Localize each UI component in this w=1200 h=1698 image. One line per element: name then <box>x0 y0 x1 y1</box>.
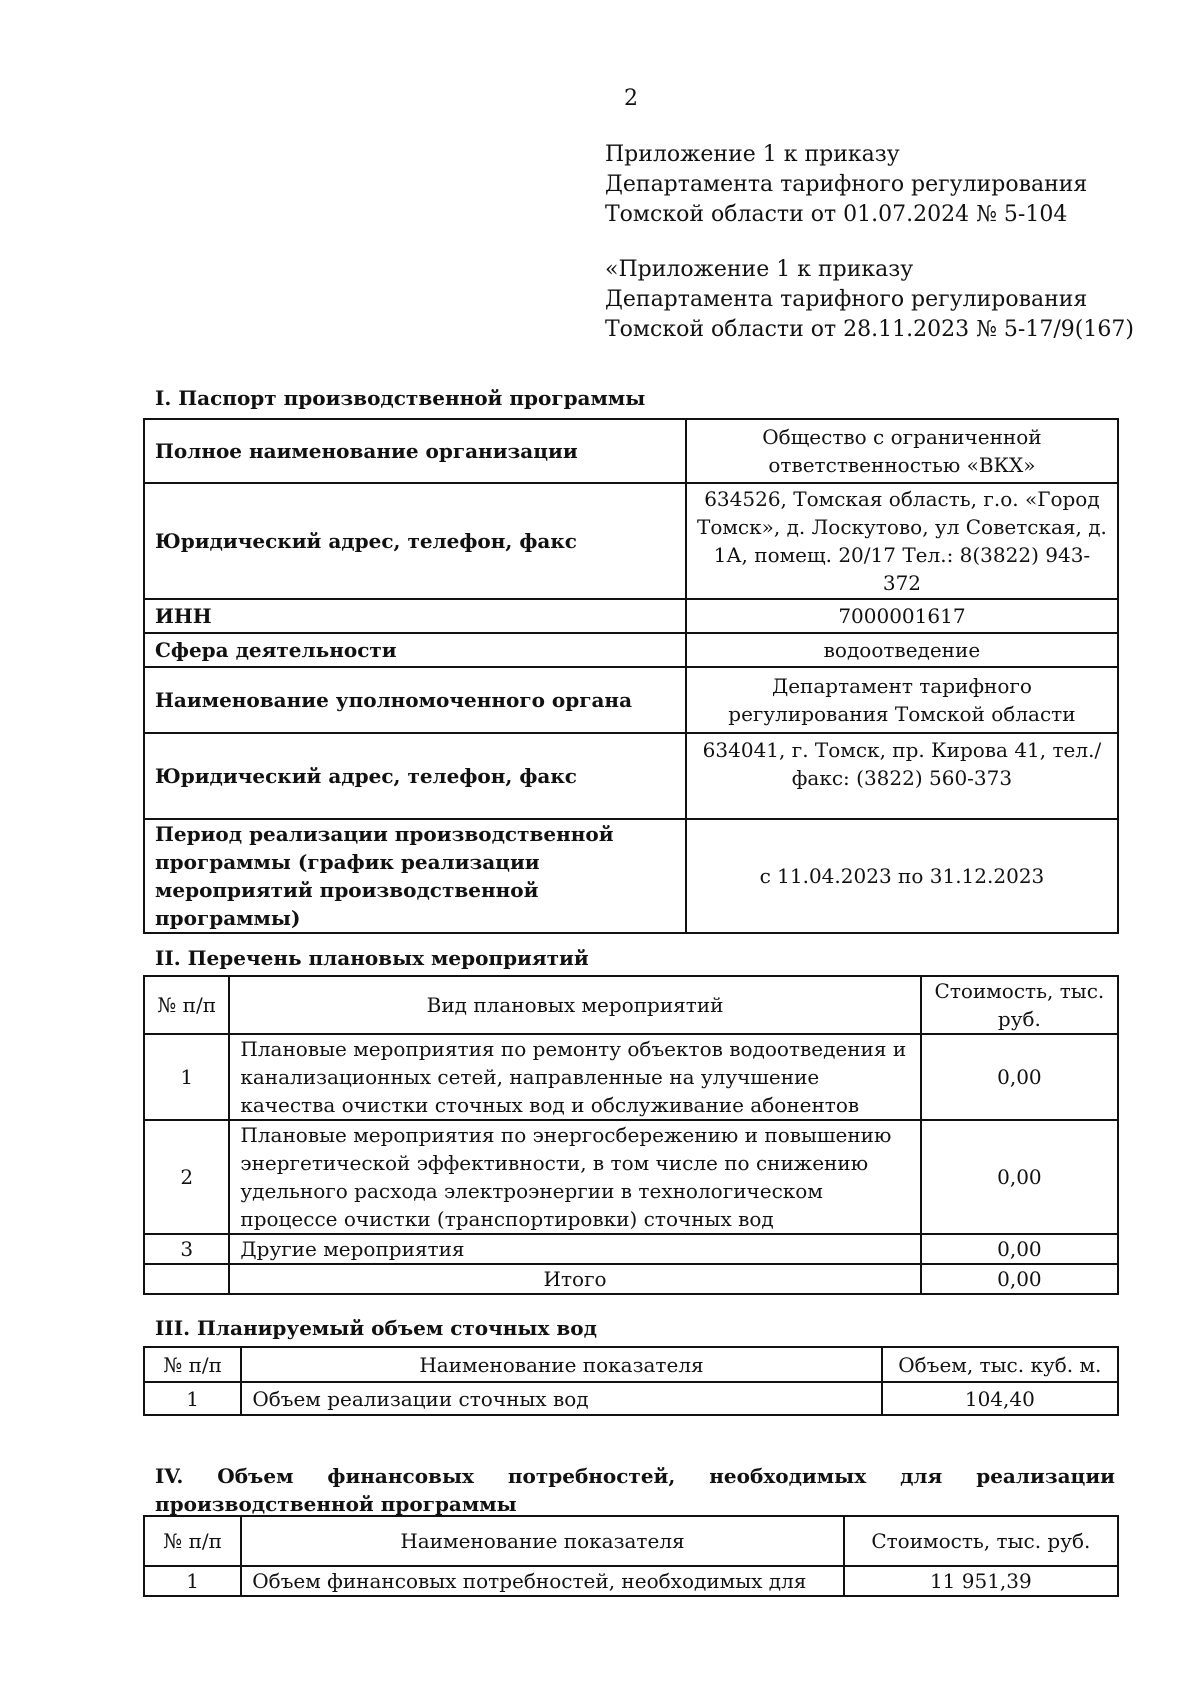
title-word: для <box>900 1464 943 1488</box>
empty-cell <box>144 1264 229 1294</box>
appendix-line: Томской области от 28.11.2023 № 5-17/9(167) <box>605 317 1134 342</box>
measure-cost: 0,00 <box>921 1034 1118 1120</box>
title-word: Объем <box>217 1464 294 1488</box>
table-row <box>144 1034 1118 1120</box>
measure-name: Другие мероприятия <box>229 1234 920 1264</box>
appendix-line: Департамента тарифного регулирования <box>605 172 1088 197</box>
passport-value: Департамент тарифного регулирования Томской области <box>686 667 1118 733</box>
wastewater-volume-table <box>143 1346 1119 1416</box>
title-word: реализации <box>976 1464 1115 1488</box>
measure-name: Плановые мероприятия по энергосбережению и повышению энергетической эффективности, в том числе по снижению удельного расхода электроэнергии в технологическом процессе очистки (транспортировки) сточных вод <box>229 1120 920 1234</box>
appendix-line: Томской области от 01.07.2024 № 5-104 <box>605 202 1068 227</box>
section3-title: III. Планируемый объем сточных вод <box>155 1316 597 1340</box>
section1-title: I. Паспорт производственной программы <box>155 386 646 410</box>
passport-value: 7000001617 <box>686 599 1118 633</box>
appendix-header-current <box>605 140 1087 230</box>
indicator-value: 11 951,39 <box>844 1566 1118 1596</box>
appendix-header-previous <box>605 255 1134 345</box>
title-line: производственной программы <box>155 1492 517 1516</box>
title-word: IV. <box>155 1464 184 1488</box>
indicator-value: 104,40 <box>882 1382 1118 1415</box>
passport-value: 634041, г. Томск, пр. Кирова 41, тел./факс: (3822) 560-373 <box>686 733 1118 819</box>
measure-name: Плановые мероприятия по ремонту объектов водоотведения и канализационных сетей, направленные на улучшение качества очистки сточных вод и обслуживание абонентов <box>229 1034 920 1120</box>
column-header: № п/п <box>144 1347 241 1382</box>
column-header: Наименование показателя <box>241 1516 843 1566</box>
title-word: необходимых <box>709 1464 867 1488</box>
measure-cost: 0,00 <box>921 1234 1118 1264</box>
passport-label: Период реализации производственной программы (график реализации мероприятий производственной программы) <box>144 819 686 933</box>
passport-value: 634526, Томская область, г.о. «Город Томск», д. Лоскутово, ул Советская, д. 1А, помещ. 20/17 Тел.: 8(3822) 943-372 <box>686 483 1118 599</box>
passport-table <box>143 418 1119 934</box>
indicator-name: Объем реализации сточных вод <box>241 1382 881 1415</box>
table-total-row <box>144 1264 1118 1294</box>
table-row <box>144 633 1118 667</box>
passport-label: Юридический адрес, телефон, факс <box>144 733 686 819</box>
passport-value: с 11.04.2023 по 31.12.2023 <box>686 819 1118 933</box>
column-header: № п/п <box>144 1516 241 1566</box>
row-number: 2 <box>144 1120 229 1234</box>
financial-needs-table <box>143 1515 1119 1597</box>
page-number: 2 <box>624 86 638 111</box>
appendix-line: Департамента тарифного регулирования <box>605 287 1088 312</box>
table-header-row <box>144 976 1118 1034</box>
table-row <box>144 1120 1118 1234</box>
table-row <box>144 419 1118 483</box>
table-row <box>144 599 1118 633</box>
total-value: 0,00 <box>921 1264 1118 1294</box>
section2-title: II. Перечень плановых мероприятий <box>155 946 589 970</box>
passport-value: водоотведение <box>686 633 1118 667</box>
row-number: 1 <box>144 1382 241 1415</box>
passport-value: Общество с ограниченной ответственностью «ВКХ» <box>686 419 1118 483</box>
column-header: Наименование показателя <box>241 1347 881 1382</box>
column-header: Объем, тыс. куб. м. <box>882 1347 1118 1382</box>
table-row <box>144 667 1118 733</box>
table-row <box>144 483 1118 599</box>
table-row <box>144 733 1118 819</box>
row-number: 1 <box>144 1566 241 1596</box>
passport-label: ИНН <box>144 599 686 633</box>
measure-cost: 0,00 <box>921 1120 1118 1234</box>
passport-label: Полное наименование организации <box>144 419 686 483</box>
passport-label: Юридический адрес, телефон, факс <box>144 483 686 599</box>
appendix-line: «Приложение 1 к приказу <box>605 257 914 282</box>
table-row <box>144 1382 1118 1415</box>
column-header: Вид плановых мероприятий <box>229 976 920 1034</box>
row-number: 3 <box>144 1234 229 1264</box>
table-row <box>144 1566 1118 1596</box>
table-row <box>144 1234 1118 1264</box>
column-header: № п/п <box>144 976 229 1034</box>
table-header-row <box>144 1516 1118 1566</box>
title-word: потребностей, <box>507 1464 676 1488</box>
table-header-row <box>144 1347 1118 1382</box>
passport-label: Наименование уполномоченного органа <box>144 667 686 733</box>
section4-title <box>155 1462 1115 1518</box>
column-header: Стоимость, тыс. руб. <box>921 976 1118 1034</box>
row-number: 1 <box>144 1034 229 1120</box>
appendix-line: Приложение 1 к приказу <box>605 142 900 167</box>
indicator-name: Объем финансовых потребностей, необходимых для <box>241 1566 843 1596</box>
total-label: Итого <box>229 1264 920 1294</box>
passport-label: Сфера деятельности <box>144 633 686 667</box>
title-word: финансовых <box>327 1464 474 1488</box>
planned-measures-table <box>143 975 1119 1295</box>
column-header: Стоимость, тыс. руб. <box>844 1516 1118 1566</box>
table-row <box>144 819 1118 933</box>
